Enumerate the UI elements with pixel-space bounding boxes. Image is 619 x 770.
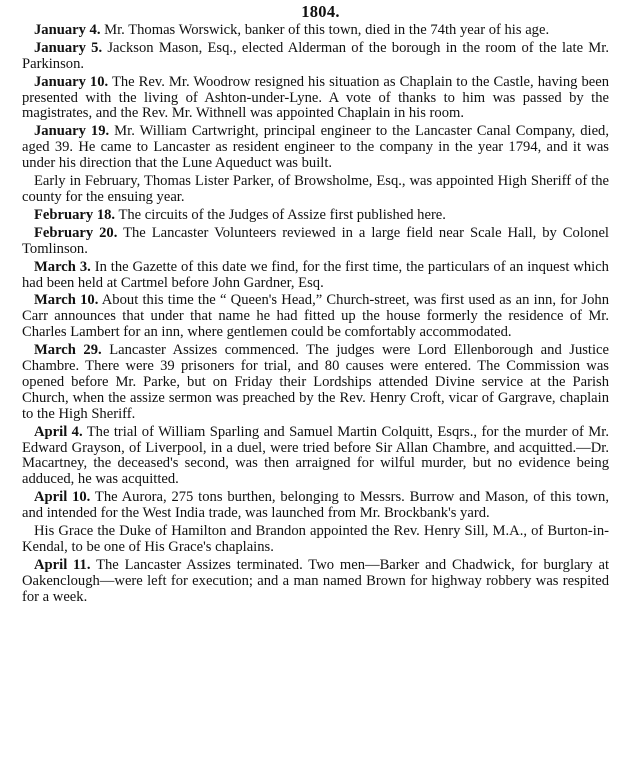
entry-text: In the Gazette of this date we find, for the first time, the particulars of an inquest which had been held at Cartmel before John Gardner, Esq.: [22, 258, 609, 291]
entry-5: [22, 174, 609, 206]
entry-14: [22, 558, 609, 606]
entry-13: [22, 524, 609, 556]
entry-3: [22, 75, 609, 123]
entry-12: [22, 490, 609, 522]
entry-date: April 4.: [34, 423, 83, 440]
entry-date: January 10.: [34, 73, 109, 90]
entry-text: Jackson Mason, Esq., elected Alderman of the borough in the room of the late Mr. Parkinson.: [22, 39, 609, 72]
entry-10: [22, 343, 609, 423]
entry-date: January 5.: [34, 39, 103, 56]
entry-4: [22, 124, 609, 172]
entry-7: [22, 226, 609, 258]
entry-date: March 29.: [34, 342, 102, 359]
entry-text: The Lancaster Assizes terminated. Two men—Barker and Chadwick, for burglary at Oakenclough—were left for execution; and a man named Brown for highway robbery was respited for a week.: [22, 556, 609, 605]
entry-date: February 20.: [34, 224, 118, 241]
entry-11: [22, 425, 609, 489]
entry-date: February 18.: [34, 206, 116, 223]
entry-text: His Grace the Duke of Hamilton and Brandon appointed the Rev. Henry Sill, M.A., of Burton-in-Kendal, to be one of His Grace's chaplains.: [22, 523, 609, 555]
entry-date: April 11.: [34, 556, 91, 573]
entry-2: [22, 41, 609, 73]
page-heading-year: 1804.: [301, 2, 340, 21]
entry-text: Mr. William Cartwright, principal engineer to the Lancaster Canal Company, died, aged 39. He came to Lancaster as resident engineer to the company in the year 1794, and it was under his direction that the Lune Aqueduct was built.: [22, 123, 610, 172]
entry-text: The Lancaster Volunteers reviewed in a large field near Scale Hall, by Colonel Tomlinson.: [22, 224, 609, 257]
entry-6: [22, 208, 609, 224]
entry-text: The circuits of the Judges of Assize first published here.: [118, 206, 446, 223]
entry-date: March 10.: [34, 292, 99, 309]
entry-text: The Rev. Mr. Woodrow resigned his situation as Chaplain to the Castle, having been presented with the living of Ashton-under-Lyne. A vote of thanks to him was passed by the magistrates, and the Rev. Mr. Withnell was appointed Chaplain in his room.: [22, 73, 609, 122]
entry-text: The trial of William Sparling and Samuel Martin Colquitt, Esqrs., for the murder of Mr. Edward Grayson, of Liverpool, in a duel, were tried before Sir Allan Chambre, and acquitted.—Dr. Macartney, the deceased's second, was then arraigned for wilful murder, but no evidence being adduced, he was acquitted.: [22, 423, 609, 488]
entry-text: About this time the “ Queen's Head,” Church-street, was first used as an inn, for John Carr announces that under that name he had fitted up the house formerly the residence of Mr. Charles Lambert for an inn, where gentlemen could be comfortably accommodated.: [22, 292, 609, 341]
entry-1: [22, 23, 609, 39]
entry-text: Mr. Thomas Worswick, banker of this town, died in the 74th year of his age.: [104, 21, 550, 38]
entry-date: January 19.: [34, 123, 110, 140]
entry-8: [22, 260, 609, 292]
entry-9: [22, 293, 609, 341]
entry-date: April 10.: [34, 489, 91, 506]
entry-date: January 4.: [34, 21, 101, 38]
entry-date: March 3.: [34, 258, 91, 275]
entry-text: The Aurora, 275 tons burthen, belonging to Messrs. Burrow and Mason, of this town, and intended for the West India trade, was launched from Mr. Brockbank's yard.: [22, 489, 609, 522]
entry-text: Early in February, Thomas Lister Parker, of Browsholme, Esq., was appointed High Sheriff of the county for the ensuing year.: [22, 173, 609, 205]
entry-text: Lancaster Assizes commenced. The judges were Lord Ellenborough and Justice Chambre. There were 39 prisoners for trial, and 80 causes were entered. The Commission was opened before Mr. Parke, but on Friday their Lordships attended Divine service at the Parish Church, when the assize sermon was preached by the Rev. Henry Croft, vicar of Gargrave, chaplain to the High Sheriff.: [22, 342, 609, 422]
